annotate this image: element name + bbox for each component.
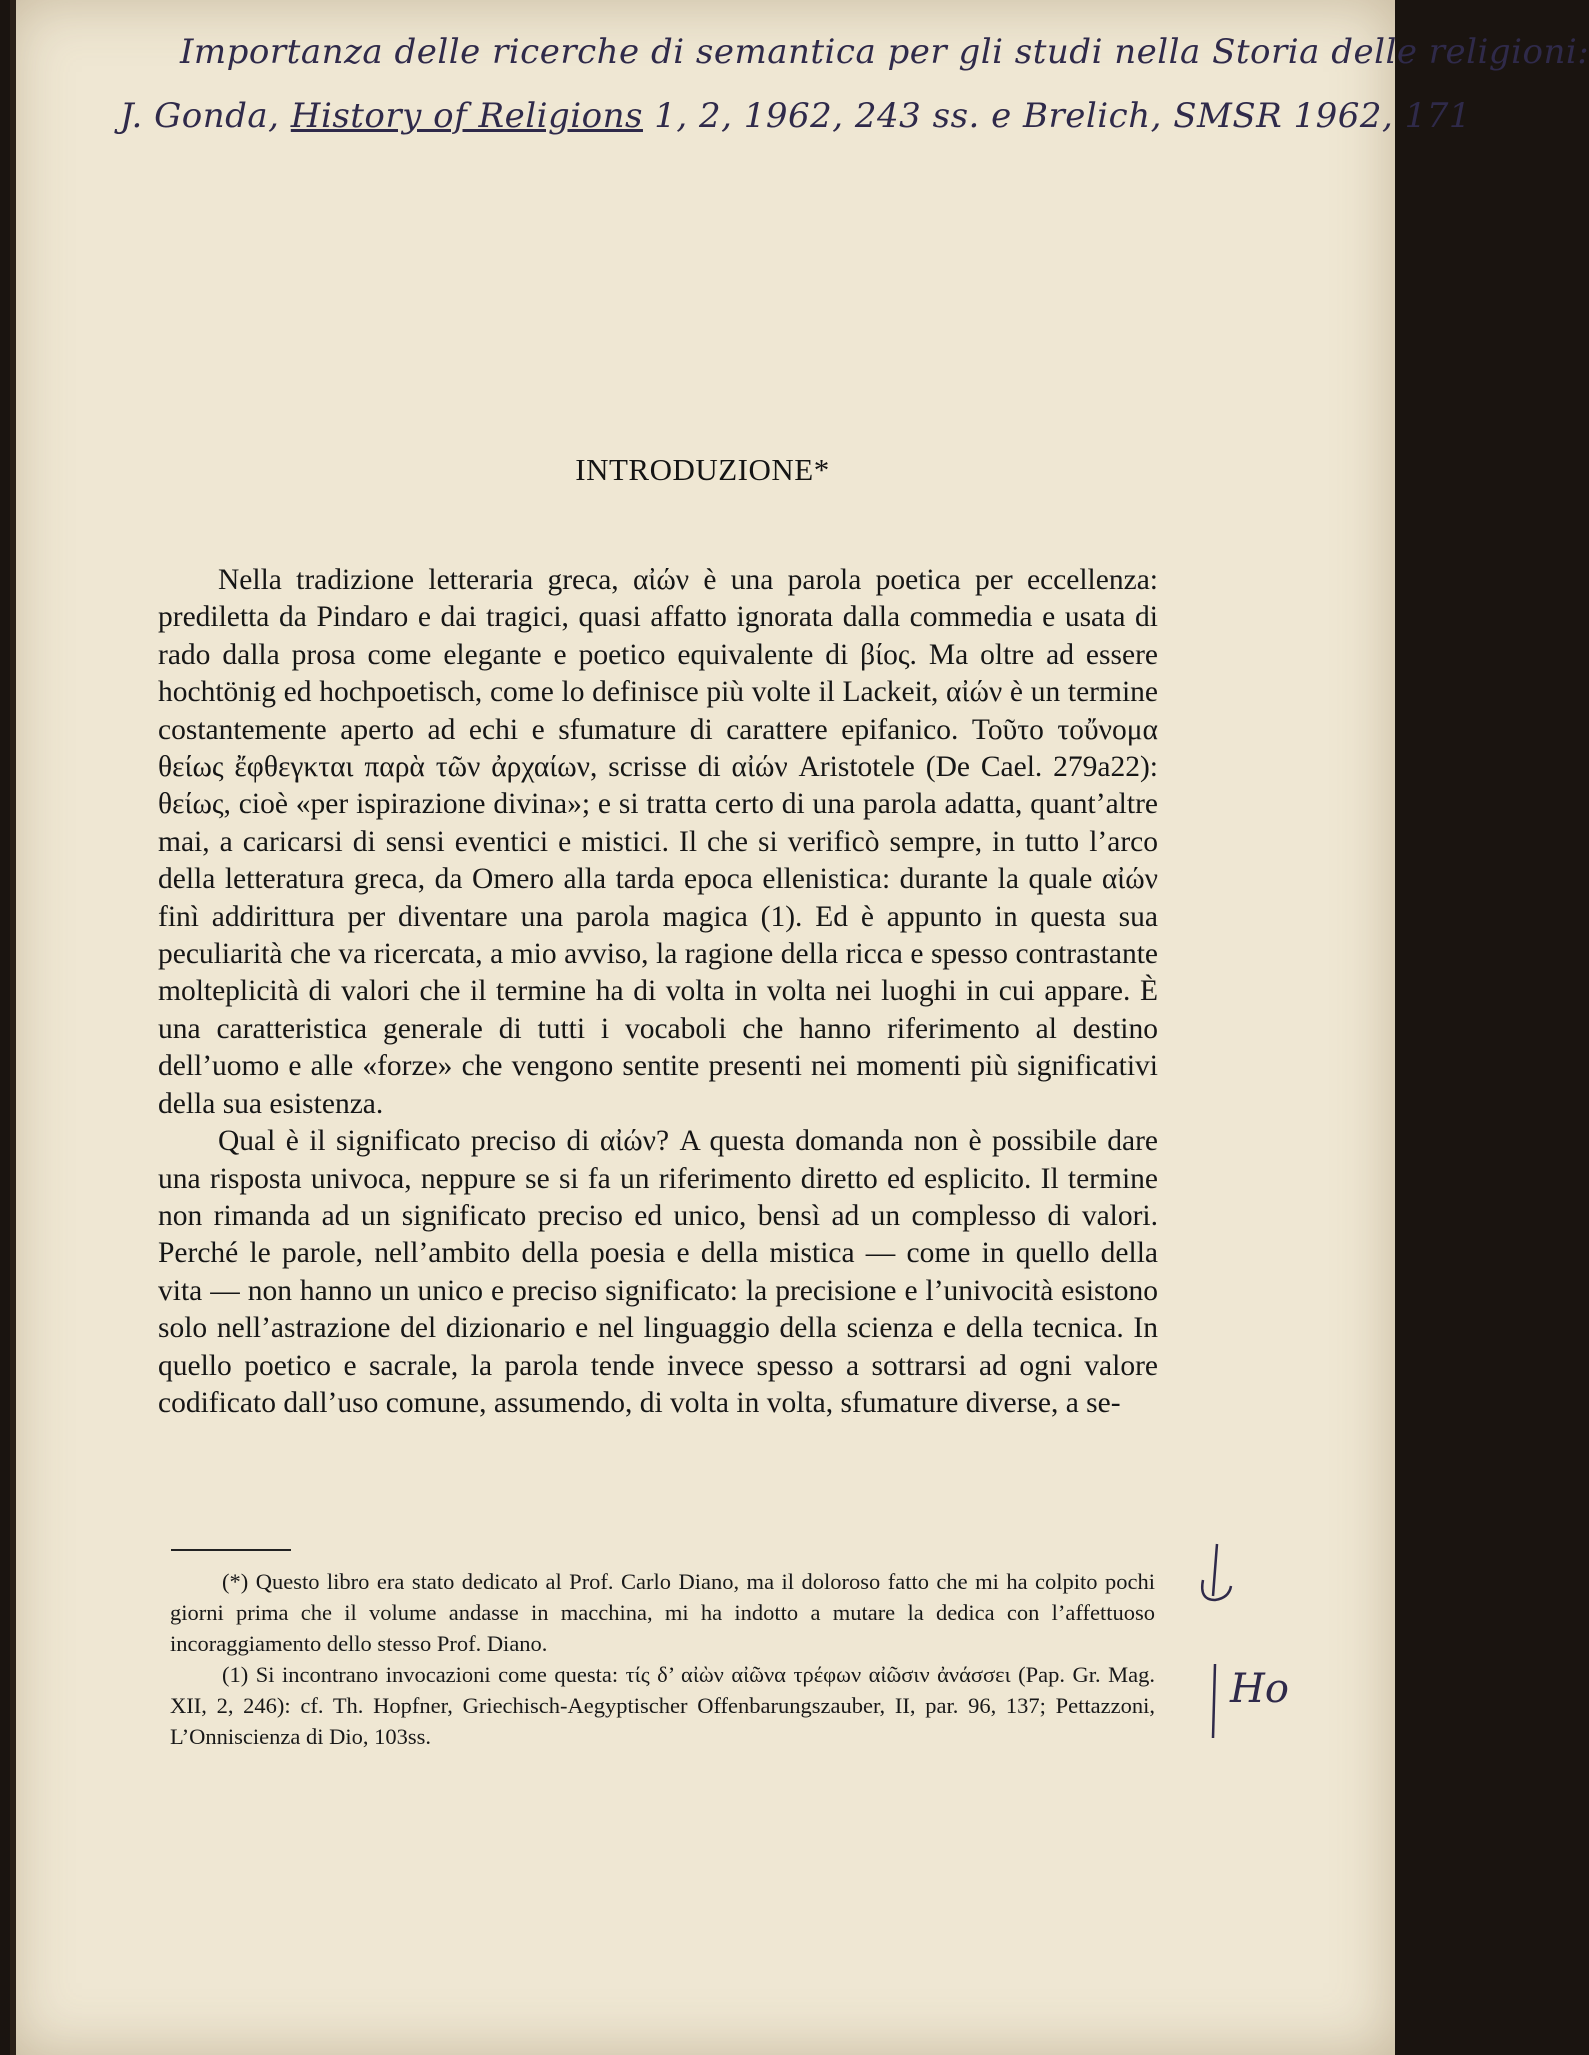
handwritten-note-line-1: Importanza delle ricerche di semantica per gli studi nella Storia delle religioni: (180, 32, 1589, 72)
footnotes (170, 1566, 1155, 1752)
handwritten-citation: 1, 2, 1962, 243 ss. e Brelich, SMSR 1962, 171 (654, 96, 1472, 136)
margin-note-text: Ho (1230, 1666, 1289, 1712)
paragraph-2: Qual è il significato preciso di αἰών? A questa domanda non è possibile dare una risposta univoca, neppure se si fa un riferimento diretto ed esplicito. Il termine non rimanda ad un significato preciso ed unico, bensì ad un complesso di valori. Perché le parole, nell’ambito della poesia e della mistica — come in quello della vita — non hanno un unico e preciso significato: la precisione e l’univocità esistono solo nell’astrazione del dizionario e nel linguaggio della scienza e della tecnica. In quello poetico e sacrale, la parola tende invece spesso a sottrarsi ad ogni valore codificato dall’uso comune, assumendo, di volta in volta, sfumature diverse, a se- (158, 1125, 1158, 1419)
scan-edge (10, 0, 16, 2055)
handwritten-journal-title: History of Religions (290, 96, 643, 136)
handwritten-author: J. Gonda, (120, 96, 280, 136)
margin-pen-mark (1195, 1540, 1235, 1610)
paragraph-1: Nella tradizione letteraria greca, αἰών è una parola poetica per eccellenza: prediletta da Pindaro e dai tragici, quasi affatto ignorata dalla commedia e usata di rado dalla prosa come elegante e poetico equivalente di βίος. Ma oltre ad essere hochtönig ed hochpoetisch, come lo definisce più volte il Lackeit, αἰών è un termine costantemente aperto ad echi e sfumature di carattere epifanico. Τοῦτο τοὔνομα θείως ἔφθεγκται παρὰ τῶν ἀρχαίων, scrisse di αἰών Aristotele (De Cael. 279a22): θείως, cioè «per ispirazione divina»; e si tratta certo di una parola adatta, quant’altre mai, a caricarsi di sensi eventici e mistici. Il che si verificò sempre, in tutto l’arco della letteratura greca, da Omero alla tarda epoca ellenistica: durante la quale αἰών finì addirittura per diventare una parola magica (1). Ed è appunto in questa sua peculiarità che va ricercata, a mio avviso, la ragione della ricca e spesso contrastante molteplicità di valori che il termine ha di volta in volta nei luoghi in cui appare. È una caratteristica generale di tutti i vocaboli che hanno riferimento al destino dell’uomo e alle «forze» che vengono sentite presenti nei momenti più significativi della sua esistenza. (158, 564, 1158, 1120)
body-text (158, 562, 1158, 1422)
footnote-rule (171, 1549, 291, 1551)
footnote-star: (*) Questo libro era stato dedicato al Prof. Carlo Diano, ma il doloroso fatto che mi ha colpito pochi giorni prima che il volume andasse in macchina, mi ha indotto a mutare la dedica con l’affettuoso incoraggiamento dello stesso Prof. Diano. (170, 1569, 1155, 1656)
margin-bar-mark (1208, 1660, 1222, 1740)
scanned-page (10, 0, 1589, 2055)
handwritten-note-line-2 (120, 96, 1471, 136)
margin-annotation (1208, 1660, 1308, 1740)
footnote-1: (1) Si incontrano invocazioni come questa: τίς δ’ αἰὼν αἰῶνα τρέφων αἰῶσιν ἀνάσσει (Pap. Gr. Mag. XII, 2, 246): cf. Th. Hopfner, Griechisch-Aegyptischer Offenbarungszauber, II, par. 96, 137; Pettazzoni, L’Onniscienza di Dio, 103ss. (170, 1662, 1155, 1749)
chapter-title: INTRODUZIONE* (575, 452, 830, 487)
